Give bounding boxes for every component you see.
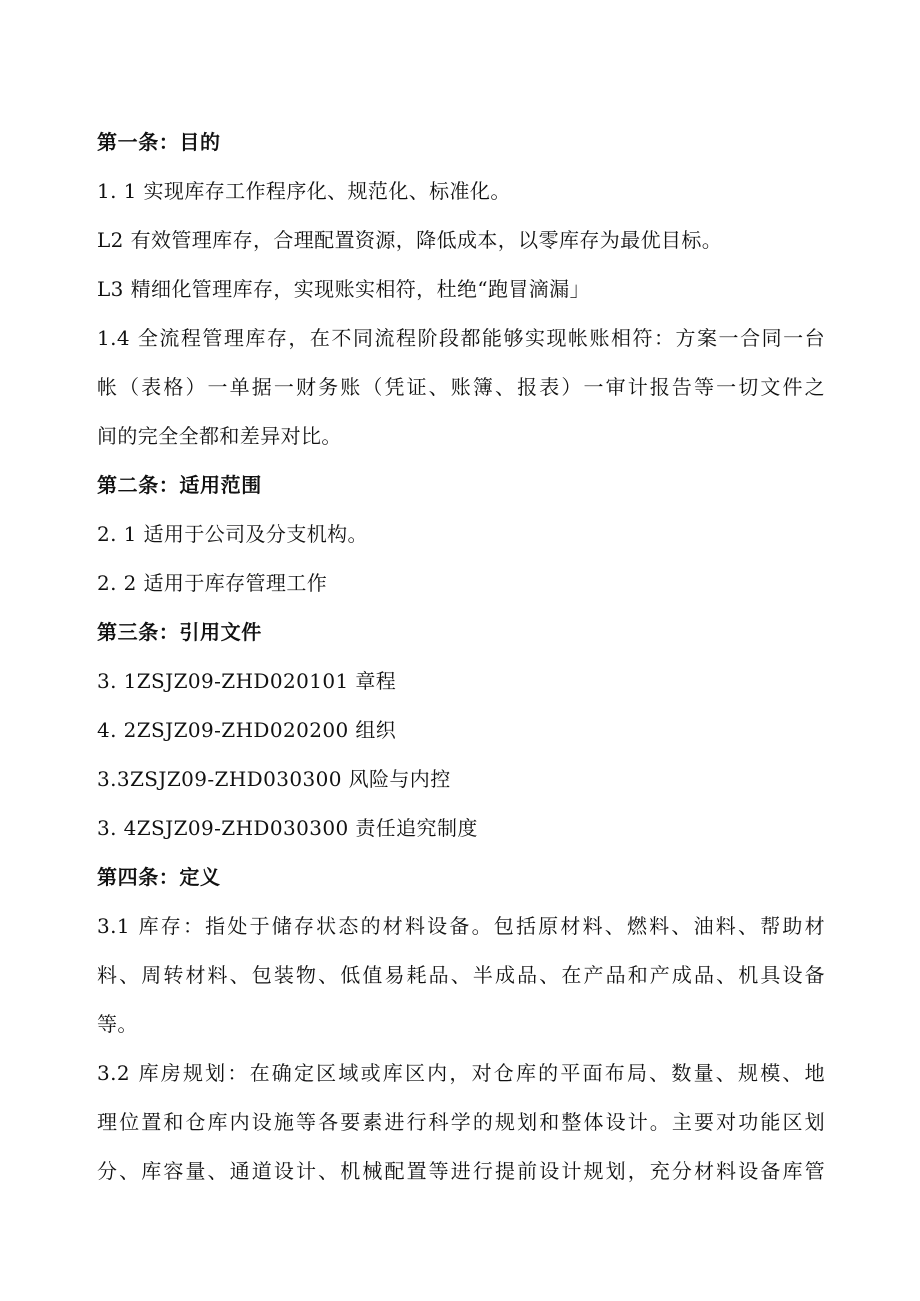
paragraph-line: 帐（表格）一单据一财务账（凭证、账簿、报表）一审计报告等一切文件之: [97, 375, 825, 399]
section-heading-3: 第三条：引用文件: [97, 620, 262, 644]
paragraph-line: 1.4 全流程管理库存，在不同流程阶段都能够实现帐账相符：方案一合同一台: [97, 326, 825, 350]
document-page: [97, 118, 825, 1196]
paragraph-line: 2. 2 适用于库存管理工作: [97, 571, 328, 595]
paragraph-line: 3.2 库房规划：在确定区域或库区内，对仓库的平面布局、数量、规模、地: [97, 1061, 825, 1085]
section-heading-2: 第二条：适用范围: [97, 473, 262, 497]
paragraph-line: 3.1 库存：指处于储存状态的材料设备。包括原材料、燃料、油料、帮助材: [97, 914, 825, 938]
paragraph-line: 理位置和仓库内设施等各要素进行科学的规划和整体设计。主要对功能区划: [97, 1110, 825, 1134]
section-heading-4: 第四条：定义: [97, 865, 221, 889]
paragraph-line: 3.3ZSJZ09-ZHD030300 风险与内控: [97, 767, 451, 791]
paragraph-line: 2. 1 适用于公司及分支机构。: [97, 522, 368, 546]
paragraph-line: L3 精细化管理库存，实现账实相符，杜绝“跑冒滴漏」: [97, 277, 590, 301]
paragraph-line: 料、周转材料、包装物、低值易耗品、半成品、在产品和产成品、机具设备: [97, 963, 825, 987]
paragraph-line: 4. 2ZSJZ09-ZHD020200 组织: [97, 718, 397, 742]
paragraph-line: 3. 4ZSJZ09-ZHD030300 责任追究制度: [97, 816, 478, 840]
paragraph-line: 分、库容量、通道设计、机械配置等进行提前设计规划，充分材料设备库管: [97, 1159, 825, 1183]
paragraph-line: 3. 1ZSJZ09-ZHD020101 章程: [97, 669, 397, 693]
paragraph-line: 等。: [97, 1012, 138, 1036]
paragraph-line: 间的完全全都和差异对比。: [97, 424, 342, 448]
section-heading-1: 第一条：目的: [97, 130, 221, 154]
paragraph-line: 1. 1 实现库存工作程序化、规范化、标准化。: [97, 179, 511, 203]
paragraph-line: L2 有效管理库存，合理配置资源，降低成本，以零库存为最优目标。: [97, 228, 723, 252]
